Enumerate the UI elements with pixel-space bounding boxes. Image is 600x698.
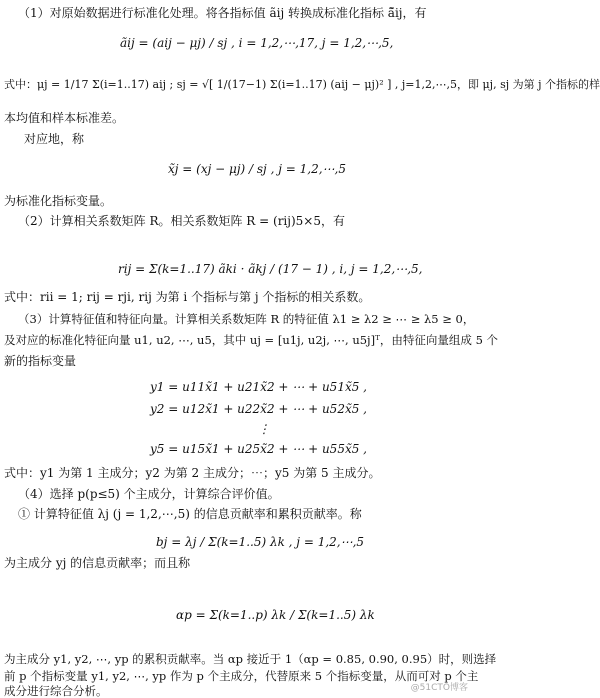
equation-pc-2: y2 = u12x̃1 + u22x̃2 + ⋯ + u52x̃5 , [150,402,367,416]
equation-standardize: ãij = (aij − μj) / sj , i = 1,2,⋯,17, j = 1,2,⋯,5, [120,36,394,50]
para-step3: （3）计算特征值和特征向量。计算相关系数矩阵 R 的特征值 λ1 ≥ λ2 ≥ ⋯ ≥ λ5 ≥ 0， [18,312,475,326]
para-pc-note: 式中：y1 为第 1 主成分；y2 为第 2 主成分；⋯；y5 为第 5 主成分。 [4,466,381,480]
equation-standardized-variable: x̃j = (xj − μj) / sj , j = 1,2,⋯,5 [168,162,346,176]
para-step1: （1）对原始数据进行标准化处理。将各指标值 ãij 转换成标准化指标 ã̃ij，有 [18,6,427,20]
para-correspondingly: 对应地，称 [24,132,85,146]
para-definitions-cont: 本均值和样本标准差。 [4,111,125,125]
para-step2: （2）计算相关系数矩阵 R。相关系数矩阵 R = (rij)5×5，有 [18,214,346,228]
equation-cumulative: αp = Σ(k=1..p) λk / Σ(k=1..5) λk [176,608,375,622]
para-contribution-rate: 为主成分 yj 的信息贡献率；而且称 [4,556,191,570]
equation-correlation: rij = Σ(k=1..17) ãki · ãkj / (17 − 1) , i, j = 1,2,⋯,5, [118,262,423,276]
equation-pc-dots: ⋮ [258,422,270,436]
watermark: @51CTO博客 [410,683,468,693]
equation-contribution: bj = λj / Σ(k=1..5) λk , j = 1,2,⋯,5 [156,535,365,549]
para-cumulative-3: 成分进行综合分析。 [4,684,108,698]
para-eigenvectors: 及对应的标准化特征向量 u1, u2, ⋯, u5，其中 uj = [u1j, u2j, ⋯, u5j]ᵀ，由特征向量组成 5 个 [4,333,499,347]
para-cumulative-1: 为主成分 y1, y2, ⋯, yp 的累积贡献率。当 αp 接近于 1（αp = 0.85, 0.90, 0.95）时，则选择 [4,652,497,666]
para-step4-1: ① 计算特征值 λj (j = 1,2,⋯,5) 的信息贡献率和累积贡献率。称 [18,507,362,521]
equation-pc-5: y5 = u15x̃1 + u25x̃2 + ⋯ + u55x̃5 , [150,442,367,456]
para-new-variables: 新的指标变量 [4,354,77,368]
equation-pc-1: y1 = u11x̃1 + u21x̃2 + ⋯ + u51x̃5 , [150,380,367,394]
para-correlation-note: 式中：rii = 1; rij = rji, rij 为第 i 个指标与第 j 个指标的相关系数。 [4,290,371,304]
para-step4: （4）选择 p(p≤5) 个主成分，计算综合评价值。 [18,487,280,501]
para-standardized-variable: 为标准化指标变量。 [4,194,113,208]
para-cumulative-2: 前 p 个指标变量 y1, y2, ⋯, yp 作为 p 个主成分，代替原来 5 个指标变量，从而可对 p 个主 [4,669,479,683]
para-definitions: 式中：μj = 1/17 Σ(i=1..17) aij ; sj = √[ 1/(17−1) Σ(i=1..17) (aij − μj)² ] , j=1,2,⋯,5，即 μj, sj 为第 j 个指标的样 [4,78,600,91]
